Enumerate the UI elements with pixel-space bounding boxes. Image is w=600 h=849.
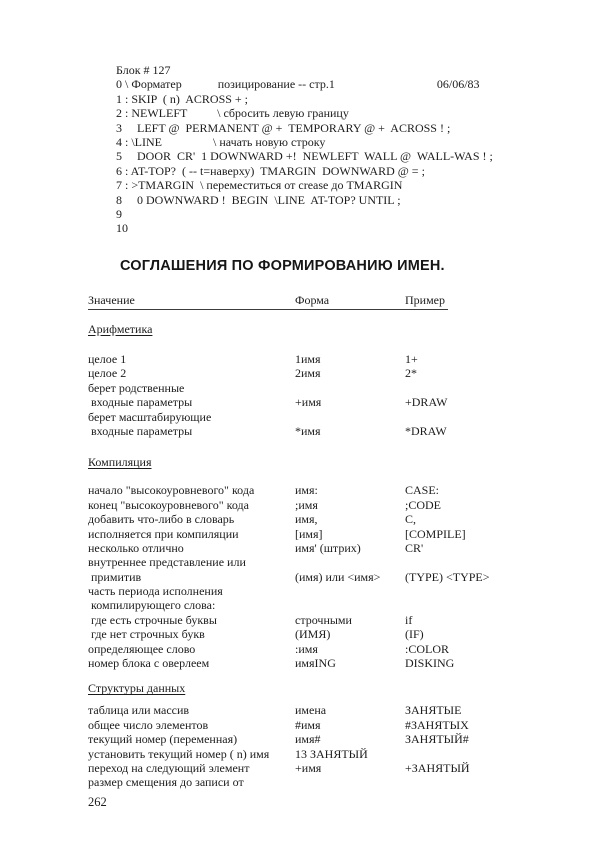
- meaning-cell: входные параметры: [88, 423, 193, 438]
- column-header-form: Форма: [295, 293, 330, 307]
- meaning-cell: часть периода исполнения: [88, 584, 223, 599]
- form-cell: имяING: [295, 656, 336, 671]
- meaning-cell: внутреннее представление или: [88, 555, 246, 570]
- table-row: [88, 747, 524, 761]
- form-cell: имя:: [295, 483, 318, 498]
- meaning-cell: размер смещения до записи от: [88, 775, 244, 790]
- code-line: Блок # 127: [116, 63, 171, 77]
- meaning-cell: конец "высокоуровневого" кода: [88, 497, 249, 512]
- meaning-cell: входные параметры: [88, 395, 193, 410]
- section-rows: [88, 483, 524, 670]
- code-line: 3 LEFT @ PERMANENT @ + TEMPORARY @ + ACROSS ! ;: [116, 120, 451, 135]
- meaning-cell: где есть строчные буквы: [88, 612, 217, 627]
- example-cell: DISKING: [405, 656, 455, 671]
- table-header-row: [88, 293, 448, 310]
- section-title: Структуры данных: [88, 681, 186, 696]
- meaning-cell: исполняется при компиляции: [88, 526, 239, 541]
- form-cell: +имя: [295, 395, 322, 410]
- table-row: [88, 483, 524, 497]
- form-cell: имя,: [295, 512, 318, 527]
- section-rows: [88, 703, 524, 789]
- meaning-cell: установить текущий номер ( n) имя: [88, 746, 270, 761]
- table-row: [88, 570, 524, 584]
- form-cell: #имя: [295, 717, 321, 732]
- form-cell: :имя: [295, 641, 318, 656]
- example-cell: C,: [405, 512, 417, 527]
- table-row: [88, 627, 524, 641]
- page-title: СОГЛАШЕНИЯ ПО ФОРМИРОВАНИЮ ИМЕН.: [120, 258, 445, 274]
- meaning-cell: несколько отлично: [88, 540, 184, 555]
- section-rows: [88, 352, 524, 438]
- table-row: [88, 555, 524, 569]
- example-cell: *DRAW: [405, 423, 447, 438]
- meaning-cell: общее число элементов: [88, 717, 209, 732]
- code-line: 9: [116, 207, 122, 222]
- form-cell: *имя: [295, 423, 321, 438]
- meaning-cell: целое 2: [88, 366, 127, 381]
- table-row: [88, 366, 524, 380]
- example-cell: +DRAW: [405, 395, 448, 410]
- table-row: [88, 584, 524, 598]
- table-row: [88, 761, 524, 775]
- table-row: [88, 527, 524, 541]
- section-title: Арифметика: [88, 322, 153, 336]
- example-cell: CR': [405, 540, 424, 555]
- form-cell: [имя]: [295, 526, 323, 541]
- meaning-cell: где нет строчных букв: [88, 627, 205, 642]
- example-cell: ЗАНЯТЫЙ#: [405, 732, 469, 747]
- meaning-cell: определяющее слово: [88, 641, 196, 656]
- table-row: [88, 642, 524, 656]
- example-cell: (IF): [405, 627, 424, 642]
- section-title: Компиляция: [88, 455, 152, 470]
- table-row: [88, 512, 524, 526]
- meaning-cell: примитив: [88, 569, 142, 584]
- example-cell: ;CODE: [405, 497, 441, 512]
- meaning-cell: таблица или массив: [88, 703, 190, 718]
- meaning-cell: берет масштабирующие: [88, 409, 212, 424]
- meaning-cell: компилирующего слова:: [88, 598, 216, 613]
- table-row: [88, 395, 524, 409]
- table-section: [88, 681, 524, 789]
- table-row: [88, 352, 524, 366]
- meaning-cell: текущий номер (переменная): [88, 732, 238, 747]
- example-cell: (TYPE) <TYPE>: [405, 569, 490, 584]
- example-cell: [COMPILE]: [405, 526, 466, 541]
- form-cell: ;имя: [295, 497, 318, 512]
- code-line: 4 : \LINE \ начать новую строку: [116, 135, 326, 150]
- table-row: [88, 410, 524, 424]
- form-cell: 1имя: [295, 352, 321, 366]
- code-block: [116, 63, 493, 236]
- example-cell: CASE:: [405, 483, 440, 498]
- code-line: 10: [116, 221, 128, 236]
- code-line: 8 0 DOWNWARD ! BEGIN \LINE AT-TOP? UNTIL ;: [116, 192, 401, 207]
- table-row: [88, 703, 524, 717]
- code-line: 1 : SKIP ( n) ACROSS + ;: [116, 91, 249, 106]
- table-row: [88, 541, 524, 555]
- code-line: 6 : AT-TOP? ( -- t=наверху) TMARGIN DOWNWARD @ = ;: [116, 163, 425, 178]
- naming-conventions-table: [88, 293, 524, 790]
- table-row: [88, 424, 524, 438]
- example-cell: #ЗАНЯТЫХ: [405, 717, 469, 732]
- column-header-example: Пример: [405, 293, 446, 307]
- table-row: [88, 656, 524, 670]
- meaning-cell: начало "высокоуровневого" кода: [88, 483, 255, 498]
- form-cell: строчными: [295, 612, 352, 627]
- form-cell: 2имя: [295, 366, 321, 381]
- form-cell: (имя) или <имя>: [295, 569, 381, 584]
- table-row: [88, 732, 524, 746]
- table-row: [88, 598, 524, 612]
- example-cell: +ЗАНЯТЫЙ: [405, 760, 470, 775]
- example-cell: if: [405, 612, 413, 627]
- example-cell: 1+: [405, 352, 418, 366]
- table-row: [88, 381, 524, 395]
- meaning-cell: переход на следующий элемент: [88, 760, 250, 775]
- example-cell: 2*: [405, 366, 417, 381]
- form-cell: (ИМЯ): [295, 627, 331, 642]
- table-row: [88, 498, 524, 512]
- form-cell: имена: [295, 703, 327, 718]
- example-cell: :COLOR: [405, 641, 450, 656]
- code-line: 7 : >TMARGIN \ переместиться от crease до TMARGIN: [116, 178, 403, 193]
- meaning-cell: целое 1: [88, 352, 127, 366]
- table-section: [88, 322, 524, 438]
- meaning-cell: добавить что-либо в словарь: [88, 512, 235, 527]
- form-cell: 13 ЗАНЯТЫЙ: [295, 746, 368, 761]
- code-line: 2 : NEWLEFT \ сбросить левую границу: [116, 106, 349, 121]
- table-section: [88, 455, 524, 670]
- code-block-lines: [116, 63, 493, 236]
- table-row: [88, 775, 524, 789]
- form-cell: +имя: [295, 760, 322, 775]
- page-number: 262: [88, 795, 107, 809]
- column-header-meaning: Значение: [88, 293, 135, 307]
- table-row: [88, 718, 524, 732]
- table-row: [88, 613, 524, 627]
- meaning-cell: берет родственные: [88, 380, 185, 395]
- code-line: 0 \ Форматер позицирование -- стр.1 06/06/83: [116, 77, 480, 92]
- example-cell: ЗАНЯТЫЕ: [405, 703, 462, 718]
- table-sections: [88, 322, 524, 790]
- meaning-cell: номер блока с оверлеем: [88, 656, 210, 671]
- form-cell: имя#: [295, 732, 321, 747]
- form-cell: имя' (штрих): [295, 540, 361, 555]
- code-line: 5 DOOR CR' 1 DOWNWARD +! NEWLEFT WALL @ WALL-WAS ! ;: [116, 149, 493, 164]
